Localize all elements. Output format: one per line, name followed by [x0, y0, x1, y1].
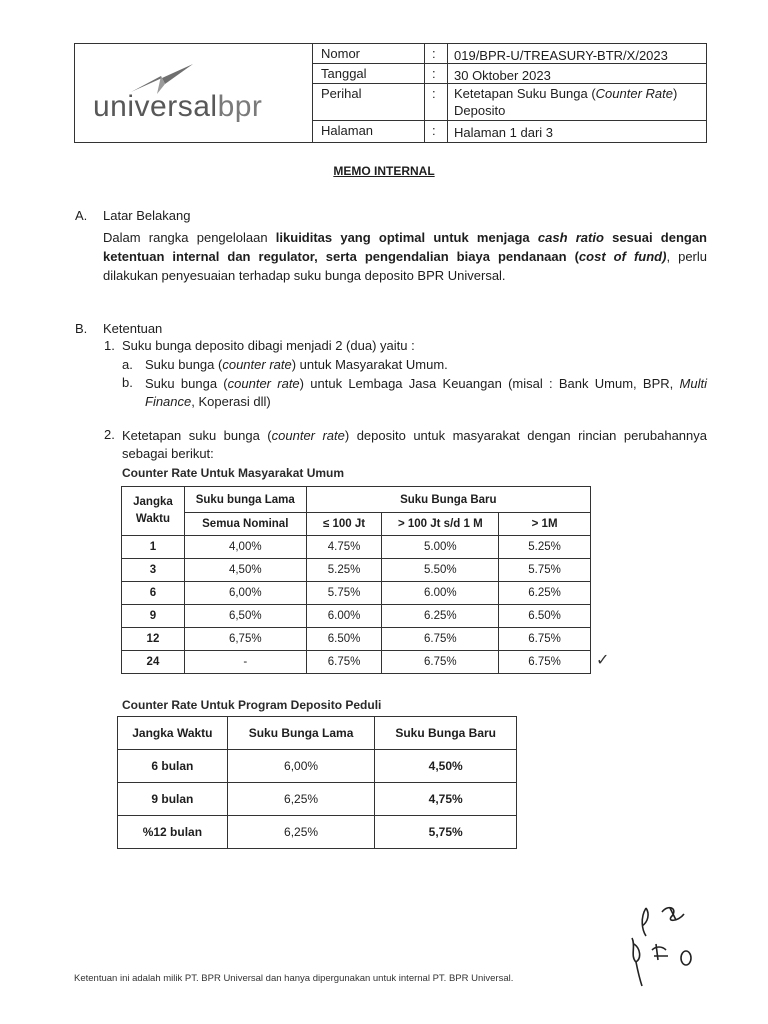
cell-c1: 6.00%: [306, 605, 382, 628]
meta-colon: :: [432, 66, 436, 81]
meta-value-tanggal: 30 Oktober 2023: [454, 68, 551, 83]
item-2-text: Ketetapan suku bunga (counter rate) deposito untuk masyarakat dengan rincian perubahannya sebagai berikut:: [122, 428, 708, 461]
cell-lama: -: [184, 651, 306, 674]
table-row: [122, 651, 591, 674]
cell-jangka: 3: [122, 559, 185, 582]
item-1b-text: Suku bunga (counter rate) untuk Lembaga Jasa Keuangan (misal : Bank Umum, BPR, Multi Finance, Koperasi dll): [145, 376, 707, 409]
handwritten-check-mark: ✓: [596, 652, 610, 669]
cell-c3: 6.75%: [499, 651, 591, 674]
cell-c1: 4.75%: [306, 536, 382, 559]
cell-jangka: 9: [122, 605, 185, 628]
section-letter: A.: [75, 208, 88, 223]
meta-value-perihal: Ketetapan Suku Bunga (Counter Rate) Deposito: [454, 86, 678, 118]
cell-jangka: %12 bulan: [118, 816, 228, 849]
item-1-number: 1.: [104, 338, 115, 353]
meta-row-perihal: [312, 84, 706, 121]
item-1b-letter: b.: [122, 375, 133, 390]
meta-value-nomor: 019/BPR-U/TREASURY-BTR/X/2023: [454, 48, 668, 63]
cell-baru: 4,50%: [375, 750, 517, 783]
item-1a-letter: a.: [122, 357, 133, 372]
cell-c2: 6.00%: [382, 582, 499, 605]
cell-c2: 6.25%: [382, 605, 499, 628]
memo-meta-table: [312, 44, 706, 142]
item-2-number: 2.: [104, 427, 115, 442]
cell-c3: 6.75%: [499, 628, 591, 651]
col-header-100jt-1m: > 100 Jt s/d 1 M: [382, 513, 499, 536]
cell-jangka: 6 bulan: [118, 750, 228, 783]
table-row: [122, 559, 591, 582]
meta-row-tanggal: [312, 64, 706, 84]
table-row: [118, 816, 517, 849]
col-header-jangka: Jangka Waktu: [118, 717, 228, 750]
section-letter: B.: [75, 321, 88, 336]
memo-header-box: [74, 43, 707, 143]
cell-c2: 6.75%: [382, 628, 499, 651]
meta-row-nomor: [312, 44, 706, 64]
cell-jangka: 6: [122, 582, 185, 605]
col-header-gt-1m: > 1M: [499, 513, 591, 536]
meta-colon: :: [432, 46, 436, 61]
cell-c1: 5.75%: [306, 582, 382, 605]
cell-c2: 5.00%: [382, 536, 499, 559]
col-header-lama: Suku bunga Lama: [184, 487, 306, 513]
cell-lama: 4,50%: [184, 559, 306, 582]
cell-c2: 5.50%: [382, 559, 499, 582]
cell-jangka: 12: [122, 628, 185, 651]
cell-c3: 6.25%: [499, 582, 591, 605]
table-row: [118, 783, 517, 816]
meta-label: Tanggal: [321, 66, 367, 81]
logo-main-text: universal: [93, 90, 218, 123]
cell-c1: 5.25%: [306, 559, 382, 582]
cell-c1: 6.50%: [306, 628, 382, 651]
table-row: [122, 605, 591, 628]
document-footer: Ketentuan ini adalah milik PT. BPR Universal dan hanya dipergunakan untuk internal PT. BPR Universal.: [74, 973, 514, 984]
cell-jangka: 9 bulan: [118, 783, 228, 816]
handwritten-initials-signature: [612, 900, 702, 990]
col-header-lama: Suku Bunga Lama: [227, 717, 375, 750]
col-header-baru: Suku Bunga Baru: [375, 717, 517, 750]
col-header-semua-nominal: Semua Nominal: [184, 513, 306, 536]
cell-lama: 6,00%: [227, 750, 375, 783]
logo-accent-text: bpr: [217, 90, 263, 123]
cell-c2: 6.75%: [382, 651, 499, 674]
meta-value-halaman: Halaman 1 dari 3: [454, 125, 553, 140]
table-1-caption: Counter Rate Untuk Masyarakat Umum: [122, 466, 345, 480]
cell-lama: 6,25%: [227, 816, 375, 849]
cell-lama: 6,25%: [227, 783, 375, 816]
table-row: [122, 582, 591, 605]
meta-colon: :: [432, 86, 436, 101]
item-1a-text: Suku bunga (counter rate) untuk Masyarakat Umum.: [145, 357, 448, 372]
company-logo-wordmark: [93, 90, 262, 124]
cell-jangka: 1: [122, 536, 185, 559]
section-title: Ketentuan: [103, 321, 163, 336]
table-row: [122, 536, 591, 559]
memo-title: MEMO INTERNAL: [333, 164, 435, 178]
meta-label: Nomor: [321, 46, 361, 61]
section-title: Latar Belakang: [103, 208, 191, 223]
meta-colon: :: [432, 123, 436, 138]
cell-jangka: 24: [122, 651, 185, 674]
cell-lama: 6,50%: [184, 605, 306, 628]
cell-c3: 5.75%: [499, 559, 591, 582]
table-2-caption: Counter Rate Untuk Program Deposito Peduli: [122, 698, 382, 712]
cell-lama: 6,00%: [184, 582, 306, 605]
cell-c3: 5.25%: [499, 536, 591, 559]
company-logo-cell: [75, 44, 313, 142]
meta-label: Perihal: [321, 86, 362, 101]
cell-c1: 6.75%: [306, 651, 382, 674]
meta-row-halaman: [312, 121, 706, 142]
table-row: [118, 750, 517, 783]
meta-label: Halaman: [321, 123, 374, 138]
cell-lama: 6,75%: [184, 628, 306, 651]
col-header-jangka: Jangka Waktu: [122, 487, 185, 536]
col-header-baru: Suku Bunga Baru: [306, 487, 590, 513]
section-a-paragraph: Dalam rangka pengelolaan likuiditas yang optimal untuk menjaga cash ratio sesuai dengan ketentuan internal dan regulator, serta pengendalian biaya pendanaan (cost of fund), perlu dilakukan penyesuaian terhadap suku bunga deposito BPR Universal.: [103, 230, 708, 283]
table-row: [122, 628, 591, 651]
col-header-le-100jt: ≤ 100 Jt: [306, 513, 382, 536]
cell-baru: 5,75%: [375, 816, 517, 849]
counter-rate-table-peduli: [117, 716, 517, 849]
counter-rate-table-umum: [121, 486, 591, 674]
cell-c3: 6.50%: [499, 605, 591, 628]
cell-lama: 4,00%: [184, 536, 306, 559]
cell-baru: 4,75%: [375, 783, 517, 816]
item-1-text: Suku bunga deposito dibagi menjadi 2 (dua) yaitu :: [122, 338, 415, 353]
